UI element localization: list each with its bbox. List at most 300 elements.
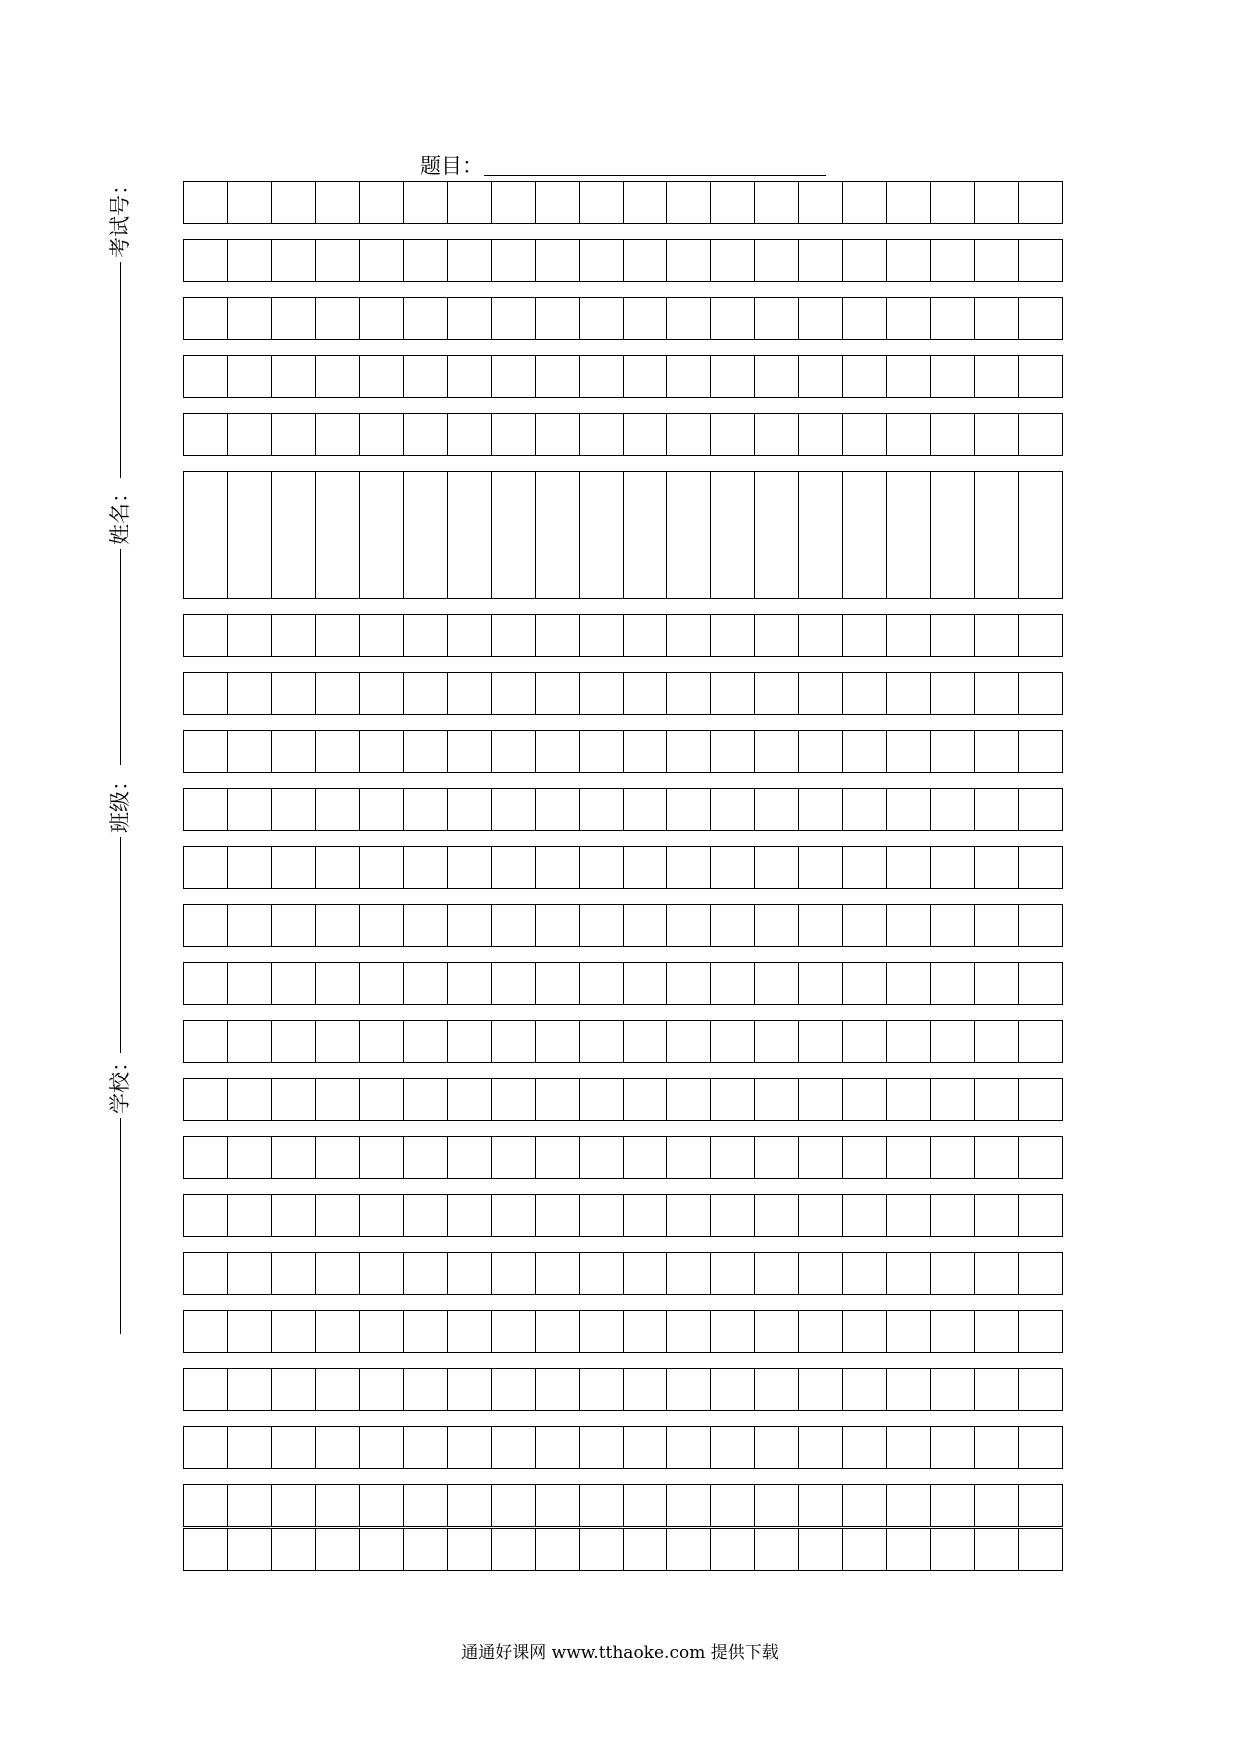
grid-cell[interactable]	[184, 472, 228, 598]
grid-cell[interactable]	[360, 240, 404, 281]
grid-cell[interactable]	[799, 963, 843, 1004]
grid-cell[interactable]	[448, 1427, 492, 1468]
grid-cell[interactable]	[536, 731, 580, 772]
grid-cell[interactable]	[667, 1079, 711, 1120]
grid-cell[interactable]	[931, 472, 975, 598]
grid-cell[interactable]	[404, 1195, 448, 1236]
grid-cell[interactable]	[1019, 1195, 1062, 1236]
grid-cell[interactable]	[404, 1311, 448, 1352]
grid-cell[interactable]	[184, 182, 228, 223]
grid-cell[interactable]	[492, 847, 536, 888]
grid-cell[interactable]	[624, 414, 668, 455]
grid-cell[interactable]	[843, 1195, 887, 1236]
grid-cell[interactable]	[184, 356, 228, 397]
grid-cell[interactable]	[975, 1079, 1019, 1120]
grid-cell[interactable]	[580, 963, 624, 1004]
grid-cell[interactable]	[975, 789, 1019, 830]
grid-cell[interactable]	[492, 963, 536, 1004]
grid-cell[interactable]	[448, 298, 492, 339]
grid-cell[interactable]	[228, 905, 272, 946]
grid-cell[interactable]	[536, 905, 580, 946]
grid-cell[interactable]	[667, 1137, 711, 1178]
grid-cell[interactable]	[624, 1137, 668, 1178]
grid-cell[interactable]	[316, 673, 360, 714]
grid-cell[interactable]	[316, 1021, 360, 1062]
grid-cell[interactable]	[667, 1369, 711, 1410]
grid-cell[interactable]	[492, 731, 536, 772]
grid-cell[interactable]	[492, 1311, 536, 1352]
grid-cell[interactable]	[536, 356, 580, 397]
grid-cell[interactable]	[843, 1253, 887, 1294]
grid-cell[interactable]	[272, 414, 316, 455]
grid-cell[interactable]	[667, 789, 711, 830]
grid-cell[interactable]	[492, 1253, 536, 1294]
grid-cell[interactable]	[360, 1137, 404, 1178]
grid-cell[interactable]	[228, 1529, 272, 1570]
grid-cell[interactable]	[404, 182, 448, 223]
grid-cell[interactable]	[975, 1427, 1019, 1468]
grid-cell[interactable]	[316, 356, 360, 397]
grid-cell[interactable]	[975, 1137, 1019, 1178]
grid-cell[interactable]	[492, 1369, 536, 1410]
grid-cell[interactable]	[755, 847, 799, 888]
grid-cell[interactable]	[843, 1427, 887, 1468]
grid-cell[interactable]	[404, 905, 448, 946]
grid-cell[interactable]	[228, 298, 272, 339]
grid-cell[interactable]	[667, 1427, 711, 1468]
grid-cell[interactable]	[887, 847, 931, 888]
grid-cell[interactable]	[975, 1253, 1019, 1294]
grid-cell[interactable]	[624, 298, 668, 339]
grid-cell[interactable]	[580, 1195, 624, 1236]
grid-cell[interactable]	[492, 1195, 536, 1236]
grid-cell[interactable]	[184, 1311, 228, 1352]
grid-cell[interactable]	[316, 1137, 360, 1178]
grid-cell[interactable]	[272, 356, 316, 397]
grid-cell[interactable]	[755, 1485, 799, 1526]
grid-cell[interactable]	[228, 1137, 272, 1178]
grid-cell[interactable]	[887, 1021, 931, 1062]
grid-cell[interactable]	[931, 1021, 975, 1062]
grid-cell[interactable]	[887, 673, 931, 714]
grid-cell[interactable]	[448, 905, 492, 946]
grid-cell[interactable]	[448, 1079, 492, 1120]
grid-cell[interactable]	[887, 1529, 931, 1570]
grid-cell[interactable]	[1019, 1427, 1062, 1468]
grid-cell[interactable]	[272, 1529, 316, 1570]
grid-cell[interactable]	[711, 356, 755, 397]
grid-cell[interactable]	[580, 1311, 624, 1352]
grid-cell[interactable]	[492, 1137, 536, 1178]
grid-cell[interactable]	[316, 1485, 360, 1526]
grid-cell[interactable]	[580, 1079, 624, 1120]
grid-cell[interactable]	[755, 1137, 799, 1178]
grid-cell[interactable]	[184, 298, 228, 339]
exam-number-line[interactable]	[120, 262, 121, 478]
grid-cell[interactable]	[931, 731, 975, 772]
grid-cell[interactable]	[931, 356, 975, 397]
grid-cell[interactable]	[975, 1021, 1019, 1062]
grid-cell[interactable]	[184, 1079, 228, 1120]
grid-cell[interactable]	[931, 615, 975, 656]
grid-cell[interactable]	[975, 1311, 1019, 1352]
grid-cell[interactable]	[755, 673, 799, 714]
grid-cell[interactable]	[755, 1369, 799, 1410]
grid-cell[interactable]	[404, 673, 448, 714]
grid-cell[interactable]	[448, 1137, 492, 1178]
grid-cell[interactable]	[184, 963, 228, 1004]
grid-cell[interactable]	[887, 1253, 931, 1294]
grid-cell[interactable]	[799, 731, 843, 772]
grid-cell[interactable]	[667, 1311, 711, 1352]
grid-cell[interactable]	[448, 731, 492, 772]
grid-cell[interactable]	[228, 414, 272, 455]
grid-cell[interactable]	[360, 298, 404, 339]
grid-cell[interactable]	[448, 1021, 492, 1062]
grid-cell[interactable]	[624, 1311, 668, 1352]
grid-cell[interactable]	[624, 1253, 668, 1294]
grid-cell[interactable]	[975, 240, 1019, 281]
grid-cell[interactable]	[931, 905, 975, 946]
grid-cell[interactable]	[931, 1311, 975, 1352]
grid-cell[interactable]	[755, 731, 799, 772]
grid-cell[interactable]	[580, 1021, 624, 1062]
grid-cell[interactable]	[667, 182, 711, 223]
grid-cell[interactable]	[492, 905, 536, 946]
grid-cell[interactable]	[536, 847, 580, 888]
grid-cell[interactable]	[316, 1195, 360, 1236]
grid-cell[interactable]	[975, 673, 1019, 714]
grid-cell[interactable]	[404, 847, 448, 888]
grid-cell[interactable]	[667, 847, 711, 888]
grid-cell[interactable]	[799, 615, 843, 656]
grid-cell[interactable]	[931, 298, 975, 339]
grid-cell[interactable]	[580, 414, 624, 455]
grid-cell[interactable]	[755, 182, 799, 223]
grid-cell[interactable]	[360, 1529, 404, 1570]
grid-cell[interactable]	[931, 1253, 975, 1294]
grid-cell[interactable]	[536, 298, 580, 339]
grid-cell[interactable]	[316, 414, 360, 455]
grid-cell[interactable]	[580, 905, 624, 946]
grid-cell[interactable]	[536, 1079, 580, 1120]
grid-cell[interactable]	[272, 1137, 316, 1178]
grid-cell[interactable]	[1019, 847, 1062, 888]
grid-cell[interactable]	[755, 240, 799, 281]
grid-cell[interactable]	[843, 673, 887, 714]
grid-cell[interactable]	[1019, 240, 1062, 281]
grid-cell[interactable]	[975, 182, 1019, 223]
grid-cell[interactable]	[667, 731, 711, 772]
grid-cell[interactable]	[931, 1079, 975, 1120]
grid-cell[interactable]	[975, 905, 1019, 946]
grid-cell[interactable]	[316, 1529, 360, 1570]
grid-cell[interactable]	[360, 1079, 404, 1120]
grid-cell[interactable]	[184, 1253, 228, 1294]
grid-cell[interactable]	[799, 182, 843, 223]
grid-cell[interactable]	[667, 673, 711, 714]
grid-cell[interactable]	[755, 1079, 799, 1120]
grid-cell[interactable]	[755, 615, 799, 656]
grid-cell[interactable]	[448, 1485, 492, 1526]
grid-cell[interactable]	[448, 414, 492, 455]
grid-cell[interactable]	[624, 673, 668, 714]
grid-cell[interactable]	[624, 182, 668, 223]
grid-cell[interactable]	[799, 905, 843, 946]
grid-cell[interactable]	[624, 356, 668, 397]
grid-cell[interactable]	[316, 182, 360, 223]
grid-cell[interactable]	[1019, 1311, 1062, 1352]
grid-cell[interactable]	[975, 1195, 1019, 1236]
grid-cell[interactable]	[360, 472, 404, 598]
grid-cell[interactable]	[536, 472, 580, 598]
grid-cell[interactable]	[184, 1137, 228, 1178]
grid-cell[interactable]	[448, 356, 492, 397]
grid-cell[interactable]	[184, 1369, 228, 1410]
grid-cell[interactable]	[316, 1311, 360, 1352]
grid-cell[interactable]	[799, 472, 843, 598]
grid-cell[interactable]	[711, 789, 755, 830]
grid-cell[interactable]	[1019, 472, 1062, 598]
grid-cell[interactable]	[492, 298, 536, 339]
grid-cell[interactable]	[492, 1529, 536, 1570]
grid-cell[interactable]	[624, 1195, 668, 1236]
grid-cell[interactable]	[711, 1195, 755, 1236]
grid-cell[interactable]	[711, 1529, 755, 1570]
grid-cell[interactable]	[843, 356, 887, 397]
grid-cell[interactable]	[536, 1529, 580, 1570]
grid-cell[interactable]	[799, 1427, 843, 1468]
grid-cell[interactable]	[580, 298, 624, 339]
grid-cell[interactable]	[624, 905, 668, 946]
grid-cell[interactable]	[580, 356, 624, 397]
grid-cell[interactable]	[580, 1485, 624, 1526]
grid-cell[interactable]	[228, 847, 272, 888]
grid-cell[interactable]	[580, 182, 624, 223]
grid-cell[interactable]	[448, 789, 492, 830]
grid-cell[interactable]	[975, 472, 1019, 598]
grid-cell[interactable]	[711, 847, 755, 888]
grid-cell[interactable]	[887, 356, 931, 397]
grid-cell[interactable]	[316, 905, 360, 946]
grid-cell[interactable]	[536, 1427, 580, 1468]
grid-cell[interactable]	[360, 1021, 404, 1062]
grid-cell[interactable]	[536, 1485, 580, 1526]
grid-cell[interactable]	[536, 1369, 580, 1410]
grid-cell[interactable]	[404, 1253, 448, 1294]
grid-cell[interactable]	[711, 472, 755, 598]
grid-cell[interactable]	[404, 1137, 448, 1178]
grid-cell[interactable]	[580, 240, 624, 281]
grid-cell[interactable]	[799, 1485, 843, 1526]
name-line[interactable]	[120, 549, 121, 765]
grid-cell[interactable]	[887, 1427, 931, 1468]
grid-cell[interactable]	[799, 673, 843, 714]
grid-cell[interactable]	[843, 905, 887, 946]
grid-cell[interactable]	[316, 1079, 360, 1120]
grid-cell[interactable]	[184, 905, 228, 946]
grid-cell[interactable]	[272, 1369, 316, 1410]
title-blank-line[interactable]	[484, 175, 826, 176]
grid-cell[interactable]	[404, 1427, 448, 1468]
grid-cell[interactable]	[360, 963, 404, 1004]
grid-cell[interactable]	[228, 789, 272, 830]
class-line[interactable]	[120, 837, 121, 1053]
grid-cell[interactable]	[931, 673, 975, 714]
grid-cell[interactable]	[272, 615, 316, 656]
grid-cell[interactable]	[1019, 356, 1062, 397]
grid-cell[interactable]	[316, 615, 360, 656]
grid-cell[interactable]	[755, 905, 799, 946]
grid-cell[interactable]	[843, 240, 887, 281]
grid-cell[interactable]	[580, 615, 624, 656]
grid-cell[interactable]	[975, 298, 1019, 339]
grid-cell[interactable]	[184, 847, 228, 888]
grid-cell[interactable]	[667, 963, 711, 1004]
grid-cell[interactable]	[492, 182, 536, 223]
grid-cell[interactable]	[931, 1369, 975, 1410]
grid-cell[interactable]	[755, 298, 799, 339]
grid-cell[interactable]	[711, 1253, 755, 1294]
grid-cell[interactable]	[975, 1369, 1019, 1410]
school-line[interactable]	[120, 1118, 121, 1334]
grid-cell[interactable]	[536, 1311, 580, 1352]
grid-cell[interactable]	[228, 356, 272, 397]
grid-cell[interactable]	[843, 615, 887, 656]
grid-cell[interactable]	[272, 789, 316, 830]
grid-cell[interactable]	[316, 1427, 360, 1468]
grid-cell[interactable]	[711, 1137, 755, 1178]
grid-cell[interactable]	[931, 789, 975, 830]
grid-cell[interactable]	[1019, 963, 1062, 1004]
grid-cell[interactable]	[711, 1079, 755, 1120]
grid-cell[interactable]	[667, 1529, 711, 1570]
grid-cell[interactable]	[492, 356, 536, 397]
grid-cell[interactable]	[975, 731, 1019, 772]
grid-cell[interactable]	[272, 240, 316, 281]
grid-cell[interactable]	[448, 1195, 492, 1236]
grid-cell[interactable]	[184, 1195, 228, 1236]
grid-cell[interactable]	[316, 963, 360, 1004]
grid-cell[interactable]	[272, 472, 316, 598]
grid-cell[interactable]	[624, 1369, 668, 1410]
grid-cell[interactable]	[1019, 905, 1062, 946]
grid-cell[interactable]	[1019, 1137, 1062, 1178]
grid-cell[interactable]	[843, 963, 887, 1004]
grid-cell[interactable]	[667, 298, 711, 339]
grid-cell[interactable]	[843, 1021, 887, 1062]
grid-cell[interactable]	[667, 240, 711, 281]
grid-cell[interactable]	[843, 1529, 887, 1570]
grid-cell[interactable]	[667, 414, 711, 455]
grid-cell[interactable]	[272, 182, 316, 223]
grid-cell[interactable]	[624, 472, 668, 598]
grid-cell[interactable]	[360, 731, 404, 772]
grid-cell[interactable]	[667, 1253, 711, 1294]
grid-cell[interactable]	[624, 847, 668, 888]
grid-cell[interactable]	[360, 905, 404, 946]
grid-cell[interactable]	[448, 1369, 492, 1410]
grid-cell[interactable]	[360, 414, 404, 455]
grid-cell[interactable]	[799, 789, 843, 830]
grid-cell[interactable]	[536, 414, 580, 455]
grid-cell[interactable]	[360, 1195, 404, 1236]
grid-cell[interactable]	[360, 847, 404, 888]
grid-cell[interactable]	[1019, 1021, 1062, 1062]
grid-cell[interactable]	[228, 182, 272, 223]
grid-cell[interactable]	[272, 1427, 316, 1468]
grid-cell[interactable]	[667, 472, 711, 598]
grid-cell[interactable]	[843, 414, 887, 455]
grid-cell[interactable]	[975, 1485, 1019, 1526]
grid-cell[interactable]	[667, 1485, 711, 1526]
grid-cell[interactable]	[1019, 1529, 1062, 1570]
grid-cell[interactable]	[536, 1021, 580, 1062]
grid-cell[interactable]	[755, 963, 799, 1004]
grid-cell[interactable]	[448, 1529, 492, 1570]
grid-cell[interactable]	[316, 1253, 360, 1294]
grid-cell[interactable]	[580, 789, 624, 830]
grid-cell[interactable]	[492, 1021, 536, 1062]
grid-cell[interactable]	[404, 356, 448, 397]
grid-cell[interactable]	[799, 1021, 843, 1062]
grid-cell[interactable]	[580, 472, 624, 598]
grid-cell[interactable]	[755, 356, 799, 397]
grid-cell[interactable]	[711, 1485, 755, 1526]
grid-cell[interactable]	[843, 182, 887, 223]
grid-cell[interactable]	[887, 731, 931, 772]
grid-cell[interactable]	[580, 1427, 624, 1468]
grid-cell[interactable]	[755, 789, 799, 830]
grid-cell[interactable]	[799, 1311, 843, 1352]
grid-cell[interactable]	[931, 963, 975, 1004]
grid-cell[interactable]	[1019, 615, 1062, 656]
grid-cell[interactable]	[536, 673, 580, 714]
grid-cell[interactable]	[536, 240, 580, 281]
grid-cell[interactable]	[184, 414, 228, 455]
grid-cell[interactable]	[1019, 1079, 1062, 1120]
grid-cell[interactable]	[316, 731, 360, 772]
grid-cell[interactable]	[272, 1079, 316, 1120]
grid-cell[interactable]	[404, 963, 448, 1004]
grid-cell[interactable]	[360, 1311, 404, 1352]
grid-cell[interactable]	[272, 298, 316, 339]
grid-cell[interactable]	[580, 1253, 624, 1294]
grid-cell[interactable]	[184, 1485, 228, 1526]
grid-cell[interactable]	[1019, 414, 1062, 455]
grid-cell[interactable]	[404, 1021, 448, 1062]
grid-cell[interactable]	[492, 789, 536, 830]
grid-cell[interactable]	[184, 1427, 228, 1468]
grid-cell[interactable]	[536, 1253, 580, 1294]
grid-cell[interactable]	[404, 615, 448, 656]
grid-cell[interactable]	[404, 240, 448, 281]
grid-cell[interactable]	[711, 1311, 755, 1352]
grid-cell[interactable]	[228, 240, 272, 281]
grid-cell[interactable]	[272, 731, 316, 772]
grid-cell[interactable]	[755, 1427, 799, 1468]
grid-cell[interactable]	[228, 963, 272, 1004]
grid-cell[interactable]	[931, 1195, 975, 1236]
grid-cell[interactable]	[711, 673, 755, 714]
grid-cell[interactable]	[887, 1311, 931, 1352]
grid-cell[interactable]	[755, 414, 799, 455]
grid-cell[interactable]	[1019, 789, 1062, 830]
grid-cell[interactable]	[448, 182, 492, 223]
grid-cell[interactable]	[536, 182, 580, 223]
grid-cell[interactable]	[272, 905, 316, 946]
grid-cell[interactable]	[975, 414, 1019, 455]
